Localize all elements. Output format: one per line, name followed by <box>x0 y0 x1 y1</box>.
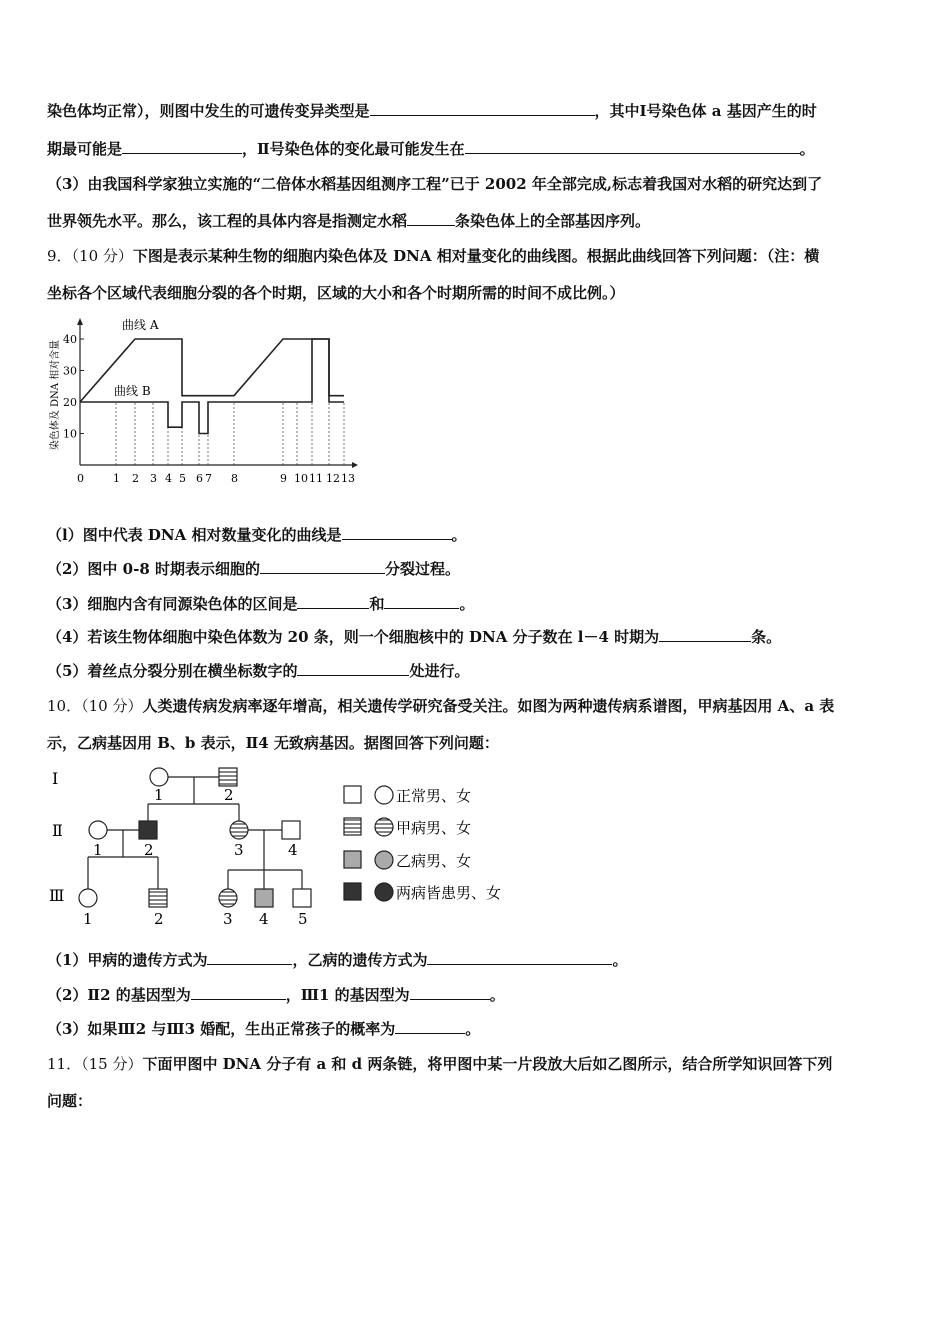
legend-label: 乙病男、女 <box>396 852 472 870</box>
male-normal <box>293 889 311 907</box>
legend-label: 正常男、女 <box>396 787 472 805</box>
q8-sub3-line1: （3）由我国科学家独立实施的“二倍体水稻基因组测序工程”已于 2002 年全部完成,标志着我国对水稻的研究达到了 <box>47 175 823 193</box>
generation-label: Ⅰ <box>52 769 59 788</box>
x-tick-label: 8 <box>231 472 238 485</box>
answer-blank[interactable] <box>297 594 369 609</box>
answer-blank[interactable] <box>370 101 595 116</box>
x-tick-label: 11 <box>309 472 323 485</box>
individual-number: 2 <box>224 786 234 804</box>
female-normal <box>150 768 168 786</box>
q11-stem-line2: 问题： <box>47 1092 93 1110</box>
y-tick-label: 10 <box>63 427 77 441</box>
legend-male-both <box>344 883 361 900</box>
individual-number: 1 <box>83 910 93 928</box>
answer-blank[interactable] <box>395 1019 465 1034</box>
x-tick-label: 1 <box>113 472 120 485</box>
x-tick-label: 6 <box>196 472 203 485</box>
x-axis-arrow <box>352 462 358 468</box>
legend-female-disease-b <box>375 851 393 869</box>
y-tick-label: 30 <box>63 364 77 378</box>
x-tick-label: 3 <box>150 472 157 485</box>
x-tick-label: 0 <box>77 472 84 485</box>
legend-female-both <box>375 883 393 901</box>
q9-sub4: （4）若该生物体细胞中染色体数为 20 条，则一个细胞核中的 DNA 分子数在 l－4 时期为 条。 <box>47 628 782 646</box>
q10-sub1: （1）甲病的遗传方式为 ，乙病的遗传方式为 。 <box>47 951 628 969</box>
individual-number: 4 <box>288 841 298 859</box>
individual-number: 5 <box>298 910 308 928</box>
answer-blank[interactable] <box>207 950 292 965</box>
answer-blank[interactable] <box>407 211 455 226</box>
x-tick-label: 5 <box>179 472 186 485</box>
q9-stem-line1: 9．（10 分）下图是表示某种生物的细胞内染色体及 DNA 相对量变化的曲线图。根据此曲线回答下列问题：（注：横 <box>47 247 820 265</box>
female-normal <box>89 821 107 839</box>
series-label-b: 曲线 B <box>114 384 151 398</box>
y-tick-label: 40 <box>63 333 77 346</box>
male-disease-a <box>219 768 237 786</box>
q9-sub1: （l）图中代表 DNA 相对数量变化的曲线是 。 <box>47 526 467 544</box>
legend-label: 两病皆患男、女 <box>396 884 502 902</box>
x-tick-label: 2 <box>132 472 139 485</box>
x-tick-label: 10 <box>294 472 308 485</box>
question-number: 11．（15 分） <box>47 1055 143 1073</box>
x-tick-label: 7 <box>205 472 212 485</box>
individual-number: 1 <box>154 786 164 804</box>
y-axis-arrow <box>77 318 83 325</box>
answer-blank[interactable] <box>465 139 800 154</box>
legend-male-disease-a <box>344 818 361 835</box>
x-tick-label: 9 <box>280 472 287 485</box>
q9-sub3: （3）细胞内含有同源染色体的区间是 和 。 <box>47 595 475 613</box>
x-tick-label: 12 <box>326 472 340 485</box>
legend-label: 甲病男、女 <box>396 819 472 837</box>
individual-number: 3 <box>234 841 244 859</box>
answer-blank[interactable] <box>427 950 612 965</box>
q8-line1: 染色体均正常），则图中发生的可遗传变异类型是 ，其中Ⅰ号染色体 a 基因产生的时 <box>47 102 817 120</box>
male-both-diseases <box>139 821 157 839</box>
pedigree-diagram <box>44 762 534 930</box>
question-number: 10．（10 分） <box>47 697 143 715</box>
individual-number: 4 <box>259 910 269 928</box>
answer-blank[interactable] <box>260 559 385 574</box>
q10-sub2: （2）Ⅱ2 的基因型为 ，Ⅲ1 的基因型为 。 <box>47 986 505 1004</box>
female-normal <box>79 889 97 907</box>
q11-stem-line1: 11．（15 分）下面甲图中 DNA 分子有 a 和 d 两条链，将甲图中某一片段放大后如乙图所示，结合所学知识回答下列 <box>47 1055 833 1073</box>
legend-male-normal <box>344 786 361 803</box>
female-disease-a <box>219 889 237 907</box>
y-axis-label: 染色体及 DNA 相对含量 <box>50 339 61 451</box>
female-disease-a <box>230 821 248 839</box>
legend-female-disease-a <box>375 818 393 836</box>
individual-number: 2 <box>144 841 154 859</box>
generation-label: Ⅲ <box>49 886 65 905</box>
answer-blank[interactable] <box>122 139 242 154</box>
individual-number: 1 <box>93 841 103 859</box>
individual-number: 3 <box>223 910 233 928</box>
q8-sub3-line2: 世界领先水平。那么，该工程的具体内容是指测定水稻 条染色体上的全部基因序列。 <box>47 212 651 230</box>
question-number: 9．（10 分） <box>47 247 133 265</box>
answer-blank[interactable] <box>384 594 459 609</box>
q8-line2: 期最可能是 ，Ⅱ号染色体的变化最可能发生在 。 <box>47 140 815 158</box>
answer-blank[interactable] <box>659 627 751 642</box>
answer-blank[interactable] <box>342 525 452 540</box>
series-label-a: 曲线 A <box>122 318 159 332</box>
male-disease-b <box>255 889 273 907</box>
q10-stem-line2: 示，乙病基因用 B、b 表示，Ⅱ4 无致病基因。据图回答下列问题： <box>47 734 499 752</box>
male-disease-a <box>149 889 167 907</box>
chromosome-dna-chart <box>44 315 364 495</box>
q9-sub2: （2）图中 0-8 时期表示细胞的 分裂过程。 <box>47 560 460 578</box>
q9-stem-line2: 坐标各个区域代表细胞分裂的各个时期，区域的大小和各个时期所需的时间不成比例。） <box>47 284 625 302</box>
y-tick-label: 20 <box>63 396 77 409</box>
answer-blank[interactable] <box>297 661 409 676</box>
individual-number: 2 <box>154 910 164 928</box>
q10-sub3: （3）如果Ⅲ2 与Ⅲ3 婚配，生出正常孩子的概率为 。 <box>47 1020 481 1038</box>
x-tick-label: 13 <box>341 472 355 485</box>
legend-male-disease-b <box>344 851 361 868</box>
q9-sub5: （5）着丝点分裂分别在横坐标数字的 处进行。 <box>47 662 470 680</box>
x-tick-label: 4 <box>165 472 172 485</box>
generation-label: Ⅱ <box>52 821 63 840</box>
q10-stem-line1: 10．（10 分）人类遗传病发病率逐年增高，相关遗传学研究备受关注。如图为两种遗传病系谱图，甲病基因用 A、a 表 <box>47 697 835 715</box>
male-normal <box>282 821 300 839</box>
answer-blank[interactable] <box>191 985 286 1000</box>
answer-blank[interactable] <box>410 985 490 1000</box>
legend-female-normal <box>375 786 393 804</box>
